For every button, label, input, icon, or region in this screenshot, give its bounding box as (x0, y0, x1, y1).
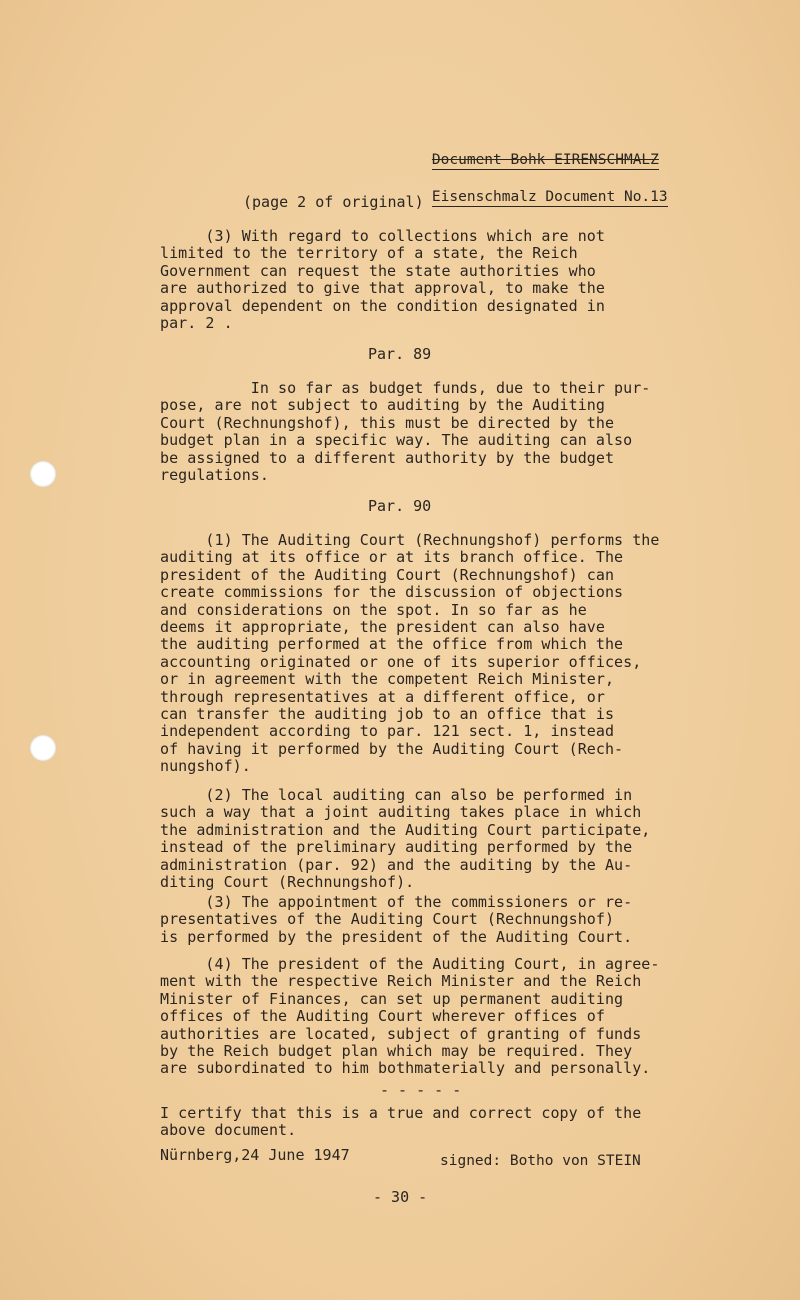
separator-dashes: - - - - - (380, 1081, 462, 1099)
signature-line: signed: Botho von STEIN (440, 1153, 641, 1169)
paragraph-3: (3) With regard to collections which are not limited to the territory of a state, the Reich Government can request the state authorities who are authorized to give that approval, to make the approval dependent on the condition designated in par. 2 . (160, 227, 605, 333)
par-89-text: In so far as budget funds, due to their pur- pose, are not subject to auditing by the Auditing Court (Rechnungshof), this must be directed by the budget plan in a specific way. The auditing can also be assigned to a different authority by the budget regulations. (160, 379, 651, 485)
punch-hole-bottom (30, 735, 56, 761)
par-89-heading: Par. 89 (368, 345, 432, 363)
page-reference: (page 2 of original) (243, 193, 424, 211)
par-90-subsection-3: (3) The appointment of the commissioners or re- presentatives of the Auditing Court (Rechnungshof) is performed by the president of the Auditing Court. (160, 893, 633, 946)
par-90-subsection-1: (1) The Auditing Court (Rechnungshof) performs the auditing at its office or at its branch office. The president of the Auditing Court (Rechnungshof) can create commissions for the discussion of objections and considerations on the spot. In so far as he deems it appropriate, the president can also have the auditing performed at the office from which the accounting originated or one of its superior offices, or in agreement with the competent Reich Minister, through representatives at a different office, or can transfer the auditing job to an office that is independent according to par. 121 sect. 1, instead of having it performed by the Auditing Court (Rech- nungshof). (160, 531, 660, 776)
par-90-heading: Par. 90 (368, 497, 432, 515)
document-reference-header (397, 133, 668, 225)
punch-hole-top (30, 461, 56, 487)
certification-statement: I certify that this is a true and correct copy of the above document. (160, 1104, 642, 1140)
page-number: - 30 - (373, 1188, 428, 1206)
par-90-subsection-4: (4) The president of the Auditing Court, in agree- ment with the respective Reich Minister and the Reich Minister of Finances, can set up permanent auditing offices of the Auditing Court wherever offices of authorities are located, subject of granting of funds by the Reich budget plan which may be required. They are subordinated to him bothmaterially and personally. (160, 955, 660, 1078)
place-and-date: Nürnberg,24 June 1947 (160, 1146, 350, 1164)
document-reference: Eisenschmalz Document No.13 (431, 189, 668, 205)
struck-document-reference: Document Bohk EIRENSCHMALZ (431, 152, 659, 168)
par-90-subsection-2: (2) The local auditing can also be performed in such a way that a joint auditing takes place in which the administration and the Auditing Court participate, instead of the preliminary auditing performed by the administration (par. 92) and the auditing by the Au- diting Court (Rechnungshof). (160, 786, 651, 892)
